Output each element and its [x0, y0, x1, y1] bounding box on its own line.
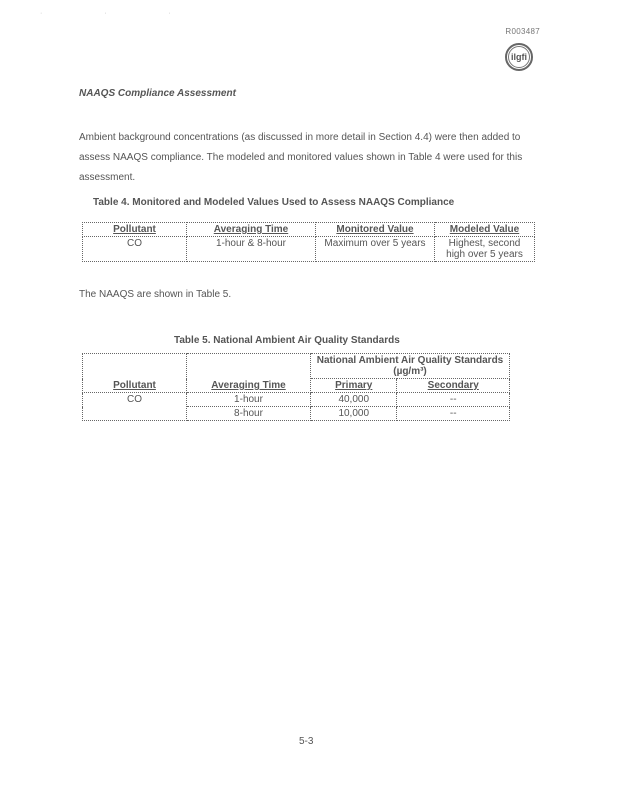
table5-group-header: National Ambient Air Quality Standards (µg/m³)	[311, 354, 510, 379]
table4-header-monitored-value: Monitored Value	[316, 223, 435, 237]
scan-specks: · · ·	[40, 10, 201, 17]
table5-reference-note: The NAAQS are shown in Table 5.	[79, 289, 232, 300]
table5-cell: 40,000	[311, 393, 397, 407]
table5-header-primary: Primary	[311, 379, 397, 393]
section-title: NAAQS Compliance Assessment	[79, 88, 236, 99]
table5-header-pollutant: Pollutant	[83, 354, 187, 393]
table4	[82, 222, 535, 262]
table4-header-averaging-time: Averaging Time	[187, 223, 316, 237]
table-row	[83, 237, 535, 262]
table4-cell: CO	[83, 237, 187, 262]
table5-header-secondary: Secondary	[397, 379, 510, 393]
body-paragraph: Ambient background concentrations (as discussed in more detail in Section 4.4) were then added to assess NAAQS compliance. The modeled and monitored values shown in Table 4 were used for this assessment.	[79, 132, 523, 183]
logo-text: ilgfi	[508, 46, 530, 68]
table4-cell: Maximum over 5 years	[316, 237, 435, 262]
table5-group-header-row	[83, 354, 510, 379]
table4-caption: Table 4. Monitored and Modeled Values Used to Assess NAAQS Compliance	[93, 197, 455, 208]
table5-cell: --	[397, 393, 510, 407]
table4-cell: 1-hour & 8-hour	[187, 237, 316, 262]
table-row	[83, 393, 510, 407]
page-number: 5-3	[299, 736, 314, 747]
table4-header-modeled-value: Modeled Value	[435, 223, 535, 237]
table4-header-row	[83, 223, 535, 237]
company-logo	[505, 43, 533, 71]
table5-header-averaging-time: Averaging Time	[187, 354, 311, 393]
document-number: R003487	[505, 27, 540, 36]
table5-cell: --	[397, 407, 510, 421]
table5	[82, 353, 510, 421]
table5-cell: CO	[83, 393, 187, 421]
table4-header-pollutant: Pollutant	[83, 223, 187, 237]
table5-cell: 1-hour	[187, 393, 311, 407]
table5-cell: 10,000	[311, 407, 397, 421]
table5-caption: Table 5. National Ambient Air Quality Standards	[174, 335, 400, 346]
table4-cell: Highest, second high over 5 years	[435, 237, 535, 262]
table5-cell: 8-hour	[187, 407, 311, 421]
